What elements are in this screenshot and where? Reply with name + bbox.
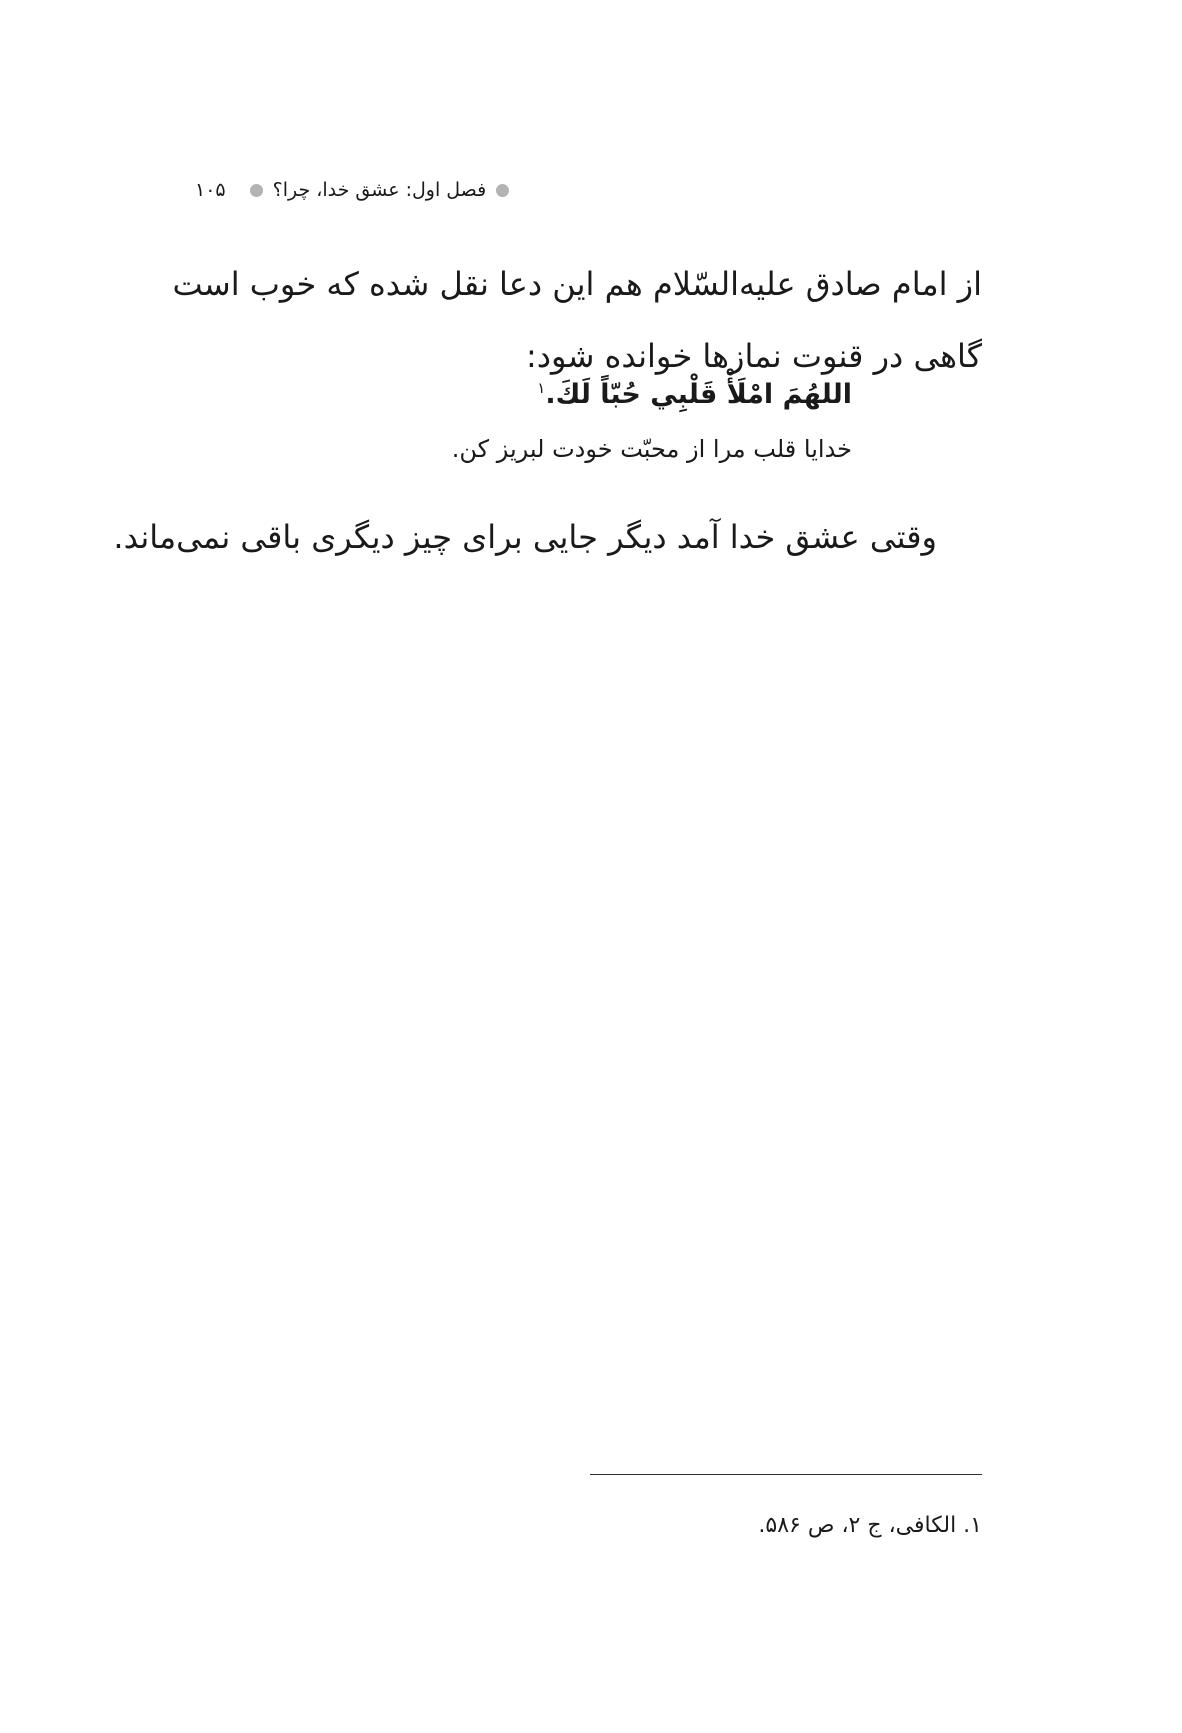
footnote-marker: ۱ (537, 379, 546, 397)
paragraph-conclusion: وقتی عشق خدا آمد دیگر جایی برای چیز دیگری باقی نمی‌ماند. (113, 518, 937, 556)
header-bullet-left (250, 184, 263, 197)
arabic-prayer (537, 365, 852, 418)
paragraph-intro-line-2: گاهی در قنوت نمازها خوانده شود: (526, 337, 982, 375)
paragraph-intro-line-1: از امام صادق علیه‌السّلام هم این دعا نقل شده که خوب است (172, 265, 982, 303)
footnote-1: ۱. الکافی، ج ۲، ص ۵۸۶. (758, 1513, 982, 1538)
running-header (195, 173, 485, 207)
footnote-divider (590, 1474, 982, 1475)
prayer-translation: خدایا قلب مرا از محبّت خودت لبریز کن. (451, 435, 852, 463)
page-number: ۱۰۵ (195, 179, 226, 201)
arabic-prayer-text: اللهُمَ امْلَأْ قَلْبِي حُبّاً لَكَ. (545, 379, 852, 410)
header-bullet-right (496, 184, 509, 197)
chapter-title: فصل اول: عشق خدا، چرا؟ (272, 179, 487, 201)
